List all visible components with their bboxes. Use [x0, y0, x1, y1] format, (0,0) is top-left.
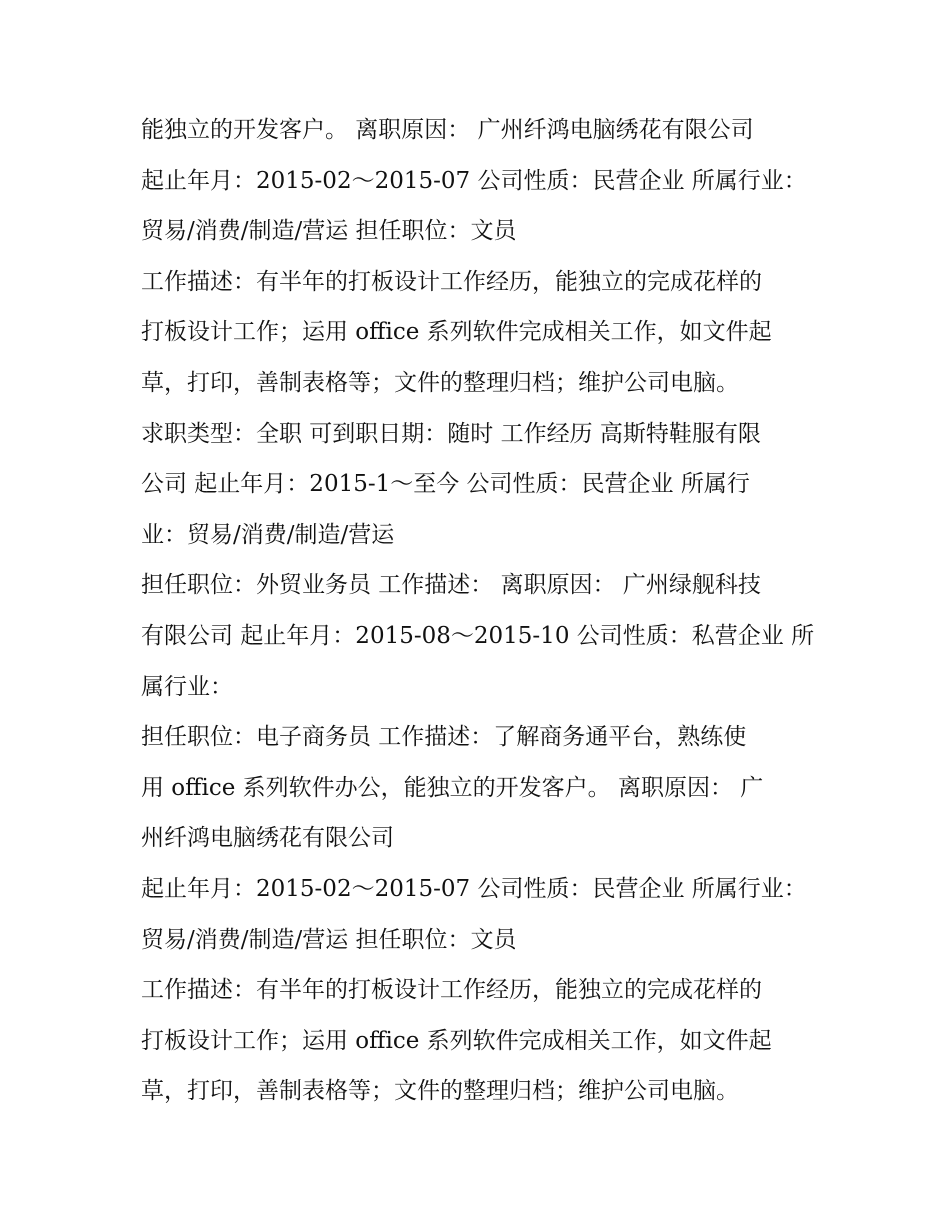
text-line: 贸易/消费/制造/营运 担任职位：文员 — [141, 926, 517, 953]
text-line: 工作描述：有半年的打板设计工作经历，能独立的完成花样的 — [141, 977, 762, 1004]
text-line: 贸易/消费/制造/营运 担任职位：文员 — [141, 218, 517, 245]
text-line: 工作描述：有半年的打板设计工作经历，能独立的完成花样的 — [141, 268, 762, 295]
text-line: 担任职位：电子商务员 工作描述：了解商务通平台，熟练使 — [141, 724, 747, 751]
text-line: 求职类型：全职 可到职日期：随时 工作经历 高斯特鞋服有限 — [141, 420, 761, 447]
text-line: 起止年月：2015-02～2015-07 公司性质：民营企业 所属行业： — [141, 875, 807, 902]
text-line: 打板设计工作；运用 office 系列软件完成相关工作，如文件起 — [141, 319, 772, 346]
text-line: 担任职位：外贸业务员 工作描述： 离职原因： 广州绿舰科技 — [141, 572, 761, 599]
text-line: 能独立的开发客户。 离职原因： 广州纤鸿电脑绣花有限公司 — [141, 117, 754, 143]
text-line: 有限公司 起止年月：2015-08～2015-10 公司性质：私营企业 所 — [141, 622, 815, 649]
text-line: 草，打印，善制表格等；文件的整理归档；维护公司电脑。 — [141, 1078, 739, 1105]
text-line: 属行业： — [141, 673, 233, 700]
text-line: 用 office 系列软件办公，能独立的开发客户。 离职原因： 广 — [141, 774, 764, 801]
text-line: 业：贸易/消费/制造/营运 — [141, 521, 395, 548]
text-line: 公司 起止年月：2015-1～至今 公司性质：民营企业 所属行 — [141, 471, 750, 498]
text-line: 打板设计工作；运用 office 系列软件完成相关工作，如文件起 — [141, 1027, 772, 1054]
document-body — [141, 105, 831, 1117]
text-line: 州纤鸿电脑绣花有限公司 — [141, 825, 394, 852]
text-line: 草，打印，善制表格等；文件的整理归档；维护公司电脑。 — [141, 369, 739, 396]
text-line: 起止年月：2015-02～2015-07 公司性质：民营企业 所属行业： — [141, 167, 807, 194]
